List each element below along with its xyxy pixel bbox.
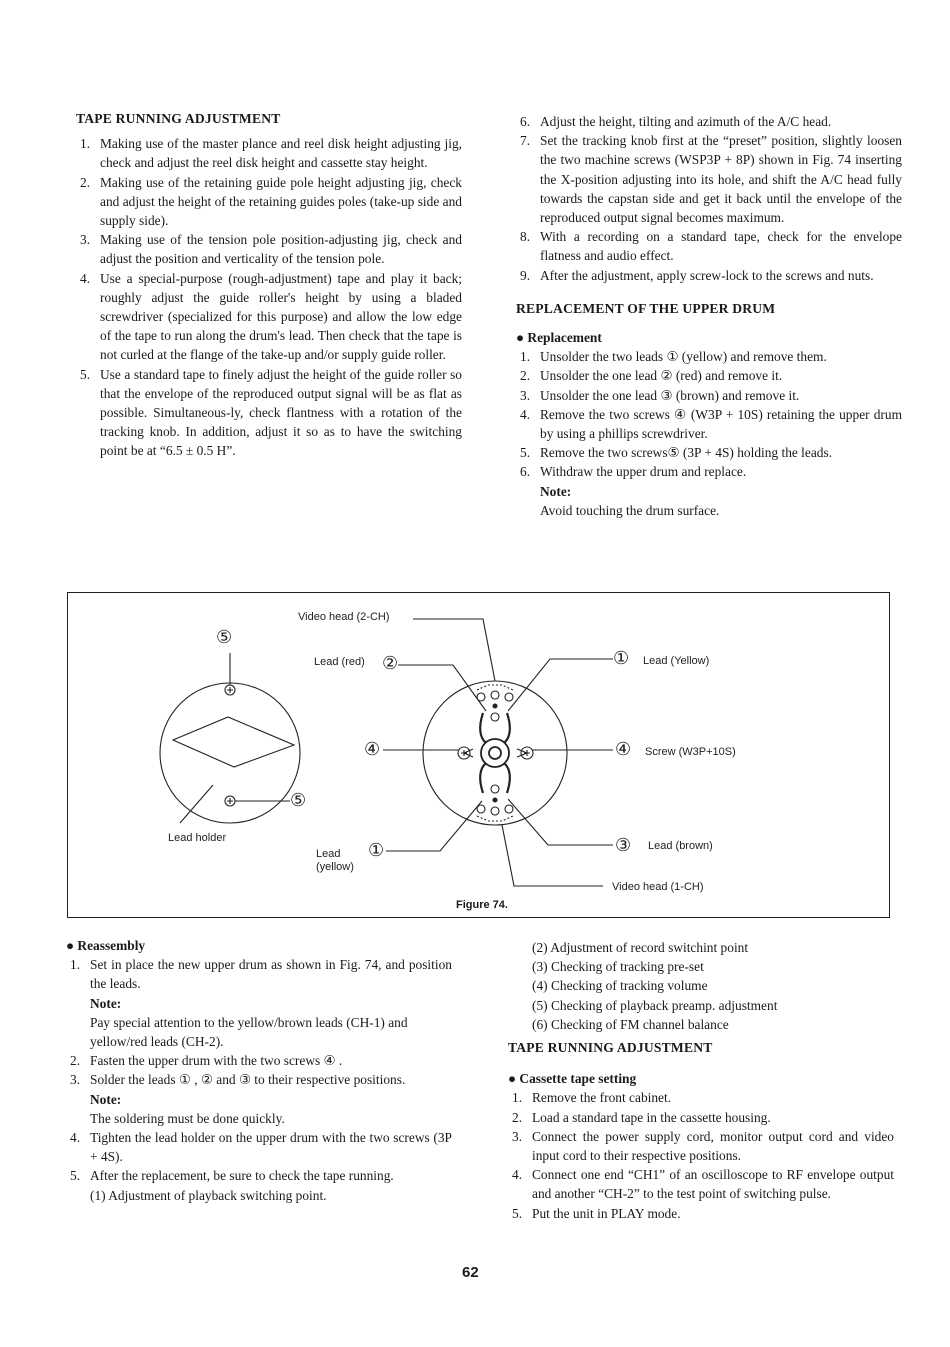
tape-running-steps [76,134,462,460]
note-text: The soldering must be done quickly. [90,1110,285,1126]
replacement-heading: REPLACEMENT OF THE UPPER DRUM [516,300,776,316]
tape-running-heading: TAPE RUNNING ADJUSTMENT [76,111,281,126]
marker-five-bottom: ⑤ [290,790,307,810]
list-item: 1. Set in place the new upper drum as shown in Fig. 74, and position the leads. [70,957,452,992]
reassembly-subhead: ● Reassembly [66,938,146,953]
label-video-head-2ch: Video head (2-CH) [298,611,390,623]
list-item: 3. Connect the power supply cord, monitor output cord and video input cord to their respective positions. [512,1128,894,1164]
note-text: Avoid touching the drum surface. [540,502,720,518]
label-lead-red: Lead (red) [314,656,365,668]
head-adjustment-steps [516,112,902,285]
note-label: Note: [540,483,572,499]
list-item: (5) Checking of playback preamp. adjustment [532,997,778,1013]
label-lead-yellow-left-2: (yellow) [316,861,354,873]
cassette-setting-subhead: ● Cassette tape setting [508,1071,637,1087]
drum-diagram [68,593,891,919]
reassembly-steps-2 [66,1051,452,1089]
top-right-column [516,112,902,520]
note-text: Pay special attention to the yellow/brown leads (CH-1) and yellow/red leads (CH-2). [90,1014,408,1050]
label-lead-holder: Lead holder [168,832,227,844]
list-item: 4. Tighten the lead holder on the upper drum with the two screws (3P + 4S). [70,1130,452,1165]
list-item: 4. Connect one end “CH1” of an oscilloscope to RF envelope output and another “CH-2” to the test point of switching pulse. [512,1167,894,1202]
list-item: 2. Fasten the upper drum with the two screws ④ . [70,1053,343,1069]
check-items [508,938,894,1034]
cassette-setting-steps [508,1088,894,1222]
list-item: 4. Use a special-purpose (rough-adjustment) tape and play it back; roughly adjust the guide roller's height by using a bladed screwdriver (specialized for this purpose) and allow the low edge of the tape to run along the drum's lead. Then check that the tape is not curled at the flange of the take-up and/or supply guide roller. [80,270,462,363]
list-item: 1. Unsolder the two leads ① (yellow) and remove them. [520,349,827,365]
note-label: Note: [90,1091,122,1107]
figure-caption: Figure 74. [456,899,508,911]
list-item: 2. Unsolder the one lead ② (red) and remove it. [520,368,783,384]
marker-one-left: ① [368,840,385,860]
list-item: 5. Put the unit in PLAY mode. [512,1205,681,1221]
list-item: 6. Withdraw the upper drum and replace. [520,464,747,480]
list-item: 5. Remove the two screws⑤ (3P + 4S) holding the leads. [520,445,833,461]
marker-three: ③ [615,835,632,855]
marker-five-top: ⑤ [216,627,233,647]
marker-four-right: ④ [615,739,632,759]
upper-drum-outer [423,681,567,825]
list-item: 2. Making use of the retaining guide pole height adjusting jig, check and adjust the height of the retaining guides poles (take-up side and supply side). [80,174,462,229]
list-item: 3. Solder the leads ① , ② and ③ to their respective positions. [70,1072,406,1088]
leader-lead-yellow-right [508,659,613,711]
label-lead-brown: Lead (brown) [648,840,713,852]
marker-two: ② [382,653,399,673]
note-label: Note: [90,995,122,1011]
label-screw: Screw (W3P+10S) [645,746,736,758]
replacement-steps [516,347,902,481]
list-item: 9. After the adjustment, apply screw-lock to the screws and nuts. [520,267,874,283]
list-item: 8. With a recording on a standard tape, check for the envelope flatness and audio effect. [520,229,902,264]
label-video-head-1ch: Video head (1-CH) [612,881,704,893]
page-number: 62 [462,1264,479,1281]
leader-video-head-1ch [502,825,603,886]
marker-one-right: ① [613,648,630,668]
leader-video-head-2ch [413,619,495,681]
marker-four-left: ④ [364,739,381,759]
list-item: 5. Use a standard tape to finely adjust the height of the guide roller so that the envelope of the reproduced output signal will be as flat as possible. Simultaneous-ly, check flantness with a rotation of the tracking knob. In addition, adjust it so as to have the switching point be at “6.5 ± 0.5 H”. [80,366,462,459]
list-item: (3) Checking of tracking pre-set [532,959,704,975]
list-item: (4) Checking of tracking volume [532,978,708,994]
list-item: (2) Adjustment of record switchint point [532,940,749,955]
leader-lead-brown [508,799,613,845]
check-item: (1) Adjustment of playback switching point. [90,1187,327,1203]
list-item: (6) Checking of FM channel balance [532,1016,729,1032]
tape-running-heading-2: TAPE RUNNING ADJUSTMENT [508,1040,713,1056]
list-item: 1. Making use of the master plance and reel disk height adjusting jig, check and adjust the reel disk height and cassette stay height. [80,136,462,171]
bottom-right-column [508,938,894,1223]
list-item: 5. After the replacement, be sure to check the tape running. [70,1168,394,1184]
list-item: 7. Set the tracking knob first at the “preset” position, slightly loosen the two machine screws (WSP3P + 8P) shown in Fig. 74 inserting the X-position adjusting into its hole, and shift the A/C head fully towards the capstan side and get it back until the envelope of the reproduced output signal becomes maximum. [520,133,902,226]
list-item: 3. Making use of the tension pole position-adjusting jig, check and adjust the position and verticality of the tension pole. [80,232,462,267]
list-item: 6. Adjust the height, tilting and azimuth of the A/C head. [520,114,832,129]
figure-74 [67,592,890,918]
leader-lead-yellow-left [386,801,482,851]
list-item: 2. Load a standard tape in the cassette housing. [512,1109,771,1125]
list-item: 3. Unsolder the one lead ③ (brown) and remove it. [520,387,800,403]
bottom-left-column [66,936,452,1205]
lead-holder-window [173,717,294,767]
reassembly-steps-3 [66,1128,452,1186]
list-item: 1. Remove the front cabinet. [512,1090,672,1106]
replacement-subhead: ● Replacement [516,330,602,346]
label-lead-yellow-right: Lead (Yellow) [643,655,710,667]
reassembly-steps [66,955,452,993]
top-left-column [76,109,462,461]
label-lead-yellow-left-1: Lead [316,848,341,860]
list-item: 4. Remove the two screws ④ (W3P + 10S) retaining the upper drum by using a phillips screwdriver. [520,406,902,442]
